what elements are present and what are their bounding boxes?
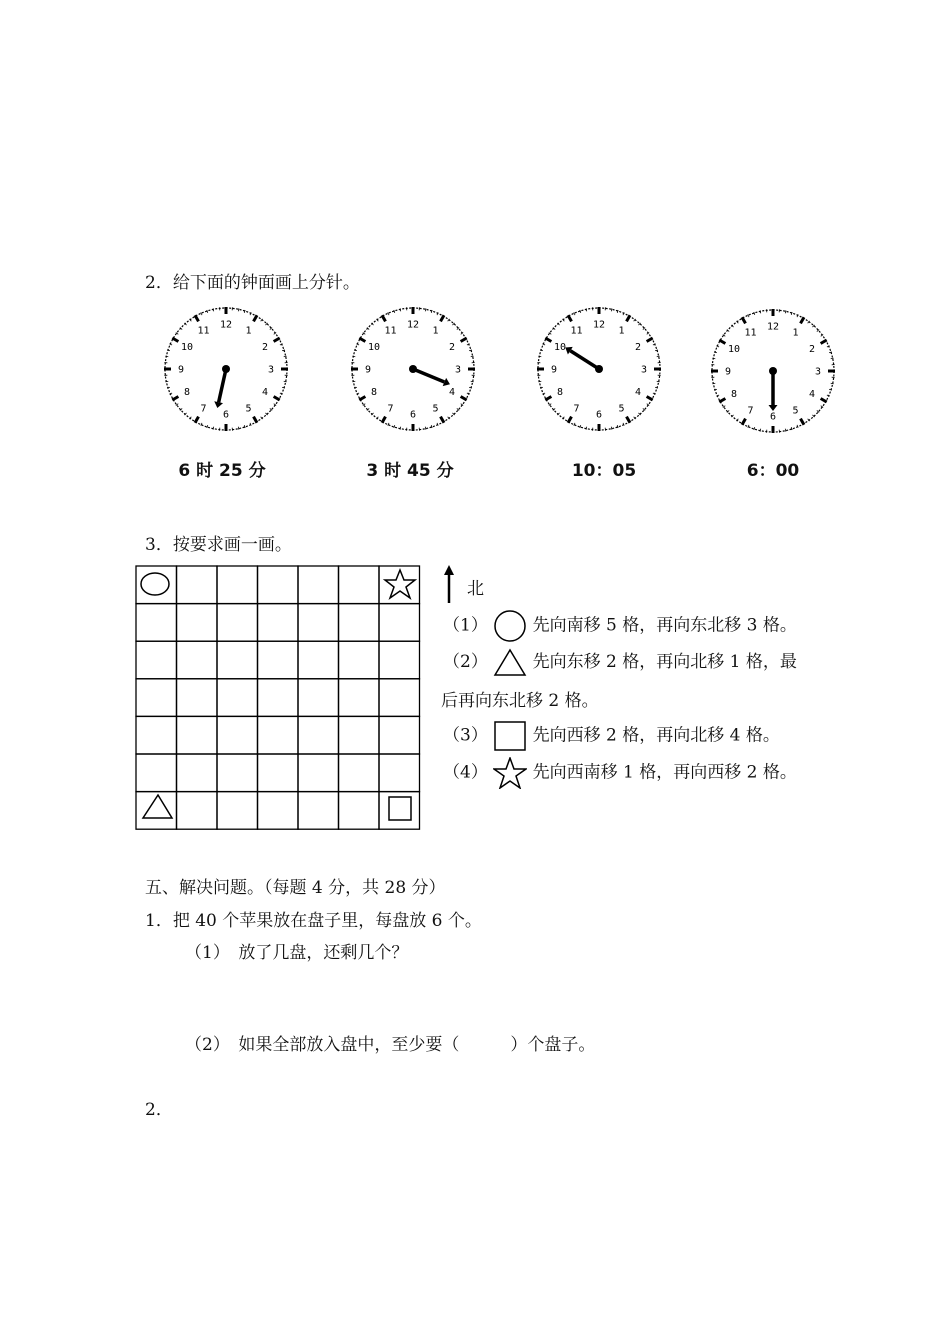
clock-tick bbox=[716, 346, 719, 347]
instruction-text: 先向南移 5 格，再向东北移 3 格。 bbox=[532, 615, 797, 636]
instruction-prefix: （2） bbox=[443, 652, 488, 672]
clock-number: 10 bbox=[728, 344, 741, 355]
clock-number: 10 bbox=[181, 342, 194, 353]
square-shape bbox=[389, 797, 411, 820]
clock-number: 2 bbox=[448, 342, 455, 353]
grid-cell[interactable] bbox=[298, 754, 339, 792]
clock-tick bbox=[831, 358, 834, 359]
clock-tick bbox=[785, 429, 786, 432]
clock-tick bbox=[586, 427, 587, 430]
clock-tick bbox=[821, 399, 827, 403]
clock-number: 8 bbox=[557, 387, 564, 398]
clock-tick bbox=[742, 317, 746, 323]
clock-number: 9 bbox=[550, 364, 558, 376]
clock-number: 3 bbox=[267, 364, 275, 376]
hour-hand bbox=[219, 369, 226, 402]
clock-tick bbox=[742, 419, 746, 425]
clock-tick bbox=[169, 393, 172, 394]
clock-tick bbox=[821, 340, 827, 344]
clock-tick bbox=[382, 417, 386, 423]
grid-cell[interactable] bbox=[136, 641, 177, 679]
clock-tick bbox=[545, 397, 551, 401]
question-1-part-2: （2） 如果全部放入盘中，至少要（ ）个盘子。 bbox=[185, 1035, 596, 1055]
clock-number: 10 bbox=[368, 342, 381, 353]
clock-number: 5 bbox=[792, 405, 799, 417]
clock-number: 7 bbox=[747, 405, 754, 417]
clock-tick bbox=[394, 310, 395, 313]
question-2-stem: 2． bbox=[145, 1100, 173, 1120]
instruction-text: 先向西移 2 格，再向北移 4 格。 bbox=[532, 725, 780, 746]
question-1-stem: 1．把 40 个苹果放在盘子里，每盘放 6 个。 bbox=[145, 911, 482, 931]
grid-cell[interactable] bbox=[298, 641, 339, 679]
clock-tick bbox=[647, 338, 653, 342]
clock-number: 11 bbox=[744, 327, 757, 339]
clock-tick bbox=[359, 397, 365, 401]
grid-cell[interactable] bbox=[298, 792, 339, 830]
clock-face[interactable] bbox=[707, 307, 839, 437]
clock-tick bbox=[611, 427, 612, 430]
clock-center bbox=[222, 365, 230, 373]
clock-number: 5 bbox=[432, 403, 439, 415]
clock-tick bbox=[627, 315, 631, 321]
clock-tick bbox=[580, 425, 581, 428]
clock-tick bbox=[540, 350, 543, 351]
north-label: 北 bbox=[467, 579, 484, 599]
clock-number: 5 bbox=[245, 403, 252, 415]
clock-number: 9 bbox=[724, 366, 732, 378]
instruction-prefix: （3） bbox=[443, 725, 488, 746]
grid-cell[interactable] bbox=[379, 716, 420, 754]
clock-tick bbox=[172, 397, 178, 401]
grid-cell[interactable] bbox=[258, 566, 299, 604]
clock-tick bbox=[647, 397, 653, 401]
clock-tick bbox=[441, 417, 445, 423]
instruction-text: 先向东移 2 格，再向北移 1 格，最 bbox=[532, 652, 797, 672]
grid-cell[interactable] bbox=[339, 792, 380, 830]
clock-time-label: 6：00 bbox=[746, 461, 800, 481]
grid-cell[interactable] bbox=[217, 641, 258, 679]
clock-tick bbox=[545, 338, 551, 342]
clock-number: 10 bbox=[554, 342, 567, 353]
clock-center bbox=[409, 365, 417, 373]
clock-tick bbox=[657, 356, 660, 357]
clock-tick bbox=[274, 397, 280, 401]
grid-cell[interactable] bbox=[177, 566, 218, 604]
grid-cell[interactable] bbox=[298, 604, 339, 642]
clock-tick bbox=[719, 399, 725, 403]
hour-hand bbox=[413, 369, 444, 382]
clock-number: 4 bbox=[808, 389, 815, 400]
clock-face[interactable] bbox=[533, 305, 665, 435]
clock-number: 6 bbox=[595, 409, 603, 421]
instruction-prefix: （1） bbox=[443, 615, 488, 636]
clock-tick bbox=[425, 427, 426, 430]
clock-tick bbox=[754, 427, 755, 430]
oval-shape bbox=[141, 573, 169, 595]
clock-tick bbox=[172, 338, 178, 342]
clock-number: 11 bbox=[570, 325, 583, 337]
grid-cell[interactable] bbox=[379, 679, 420, 717]
clock-number: 2 bbox=[261, 342, 268, 353]
grid-cell[interactable] bbox=[339, 716, 380, 754]
clock-number: 3 bbox=[454, 364, 462, 376]
grid-cell[interactable] bbox=[379, 641, 420, 679]
grid-cell[interactable] bbox=[339, 679, 380, 717]
hour-hand bbox=[570, 351, 599, 369]
clock-number: 8 bbox=[731, 389, 738, 400]
star-shape bbox=[385, 570, 415, 598]
problems-section-heading: 五、解决问题。（每题 4 分，共 28 分） bbox=[145, 878, 446, 898]
clock-number: 9 bbox=[364, 364, 372, 376]
clock-number: 12 bbox=[219, 319, 233, 331]
clock-number: 2 bbox=[634, 342, 641, 353]
clock-center bbox=[769, 367, 777, 375]
clock-tick bbox=[461, 338, 467, 342]
circle-icon bbox=[493, 610, 527, 642]
triangle-shape bbox=[143, 795, 172, 818]
clock-number: 11 bbox=[384, 325, 397, 337]
grid-cell[interactable] bbox=[258, 792, 299, 830]
grid-cell[interactable] bbox=[339, 641, 380, 679]
grid-cell[interactable] bbox=[136, 566, 177, 604]
instruction-2 bbox=[443, 647, 797, 678]
grid-cell[interactable] bbox=[339, 754, 380, 792]
clock-number: 4 bbox=[448, 387, 455, 398]
clock-tick bbox=[760, 429, 761, 432]
clock-tick bbox=[574, 312, 575, 315]
clock-time-label: 3 时 45 分 bbox=[366, 461, 454, 481]
clock-number: 4 bbox=[634, 387, 641, 398]
clock-tick bbox=[284, 356, 287, 357]
clock-tick bbox=[207, 425, 208, 428]
clock-tick bbox=[580, 310, 581, 313]
north-arrow-icon bbox=[442, 565, 456, 605]
clock-number: 1 bbox=[245, 325, 252, 337]
clock-tick bbox=[542, 344, 545, 345]
triangle-icon bbox=[493, 648, 527, 678]
clock-number: 1 bbox=[618, 325, 625, 337]
clock-tick bbox=[394, 425, 395, 428]
clock-tick bbox=[354, 350, 357, 351]
clock-number: 8 bbox=[184, 387, 191, 398]
clock-number: 7 bbox=[200, 403, 207, 415]
grid-cell[interactable] bbox=[298, 679, 339, 717]
clock-number: 12 bbox=[766, 321, 780, 333]
clock-tick bbox=[627, 417, 631, 423]
star-icon bbox=[493, 757, 527, 789]
question-1-part-1: （1） 放了几盘，还剩几个？ bbox=[185, 943, 409, 963]
grid-cell[interactable] bbox=[298, 716, 339, 754]
instruction-text: 先向西南移 1 格，再向西移 2 格。 bbox=[532, 762, 797, 783]
clock-number: 9 bbox=[177, 364, 185, 376]
clock-tick bbox=[542, 393, 545, 394]
clock-tick bbox=[748, 314, 749, 317]
clock-number: 1 bbox=[792, 327, 799, 339]
clock-number: 12 bbox=[406, 319, 420, 331]
clock-tick bbox=[356, 393, 359, 394]
instruction-3 bbox=[443, 720, 780, 752]
clock-tick bbox=[801, 419, 805, 425]
clock-tick bbox=[388, 312, 389, 315]
grid-cell[interactable] bbox=[136, 716, 177, 754]
clock-tick bbox=[359, 338, 365, 342]
grid-cell[interactable] bbox=[136, 754, 177, 792]
grid-cell[interactable] bbox=[379, 604, 420, 642]
grid-cell[interactable] bbox=[217, 679, 258, 717]
instruction-prefix: （4） bbox=[443, 762, 488, 783]
grid-cell[interactable] bbox=[177, 792, 218, 830]
grid-cell[interactable] bbox=[177, 641, 218, 679]
clock-number: 6 bbox=[769, 411, 777, 423]
clock-tick bbox=[254, 315, 258, 321]
movement-grid[interactable] bbox=[135, 565, 427, 831]
clock-tick bbox=[568, 417, 572, 423]
grid-cell[interactable] bbox=[298, 566, 339, 604]
clock-tick bbox=[195, 417, 199, 423]
clock-number: 8 bbox=[371, 387, 378, 398]
clock-number: 7 bbox=[573, 403, 580, 415]
clock-tick bbox=[167, 350, 170, 351]
clock-tick bbox=[714, 352, 717, 353]
grid-cell[interactable] bbox=[217, 604, 258, 642]
clock-tick bbox=[719, 340, 725, 344]
clock-number: 12 bbox=[592, 319, 606, 331]
clock-tick bbox=[461, 397, 467, 401]
grid-cell[interactable] bbox=[217, 566, 258, 604]
clock-number: 2 bbox=[808, 344, 815, 355]
grid-cell[interactable] bbox=[258, 716, 299, 754]
grid-cell[interactable] bbox=[217, 716, 258, 754]
clock-face[interactable] bbox=[347, 305, 479, 435]
clock-section-heading: 2．给下面的钟面画上分针。 bbox=[145, 273, 360, 293]
clock-tick bbox=[238, 427, 239, 430]
clock-number: 5 bbox=[618, 403, 625, 415]
clock-tick bbox=[213, 427, 214, 430]
grid-cell[interactable] bbox=[177, 754, 218, 792]
draw-section-heading: 3．按要求画一画。 bbox=[145, 535, 292, 555]
grid-cell[interactable] bbox=[339, 604, 380, 642]
grid-cell[interactable] bbox=[379, 754, 420, 792]
clock-tick bbox=[400, 427, 401, 430]
grid-cell[interactable] bbox=[136, 604, 177, 642]
clock-number: 6 bbox=[409, 409, 417, 421]
hour-hand-tip bbox=[769, 405, 778, 411]
grid-cell[interactable] bbox=[217, 754, 258, 792]
grid-cell[interactable] bbox=[177, 716, 218, 754]
clock-tick bbox=[471, 356, 474, 357]
clock-tick bbox=[716, 395, 719, 396]
clock-number: 6 bbox=[222, 409, 230, 421]
grid-cell[interactable] bbox=[217, 792, 258, 830]
instruction-4 bbox=[443, 757, 797, 789]
clock-number: 11 bbox=[197, 325, 210, 337]
clock-tick bbox=[274, 338, 280, 342]
grid-cell[interactable] bbox=[258, 604, 299, 642]
grid-cell[interactable] bbox=[177, 679, 218, 717]
clock-tick bbox=[356, 344, 359, 345]
hour-hand-tip bbox=[214, 401, 223, 408]
grid-cell[interactable] bbox=[258, 641, 299, 679]
clock-number: 4 bbox=[261, 387, 268, 398]
grid-cell[interactable] bbox=[136, 679, 177, 717]
clock-time-label: 6 时 25 分 bbox=[178, 461, 266, 481]
square-icon bbox=[493, 720, 527, 752]
clock-tick bbox=[207, 310, 208, 313]
clock-tick bbox=[201, 312, 202, 315]
clock-tick bbox=[441, 315, 445, 321]
clock-face[interactable] bbox=[160, 305, 292, 435]
clock-number: 3 bbox=[640, 364, 648, 376]
clock-tick bbox=[754, 312, 755, 315]
clock-tick bbox=[568, 315, 572, 321]
grid-cell[interactable] bbox=[258, 754, 299, 792]
clock-tick bbox=[382, 315, 386, 321]
clock-time-label: 10：05 bbox=[571, 461, 637, 481]
clock-number: 1 bbox=[432, 325, 439, 337]
clock-center bbox=[595, 365, 603, 373]
clock-tick bbox=[254, 417, 258, 423]
grid-cell[interactable] bbox=[339, 566, 380, 604]
clock-number: 7 bbox=[387, 403, 394, 415]
grid-cell[interactable] bbox=[258, 679, 299, 717]
grid-cell[interactable] bbox=[177, 604, 218, 642]
instruction-2-continued: 后再向东北移 2 格。 bbox=[441, 691, 599, 711]
instruction-1 bbox=[443, 610, 797, 642]
clock-number: 3 bbox=[814, 366, 822, 378]
clock-tick bbox=[169, 344, 172, 345]
clock-tick bbox=[195, 315, 199, 321]
clock-tick bbox=[801, 317, 805, 323]
